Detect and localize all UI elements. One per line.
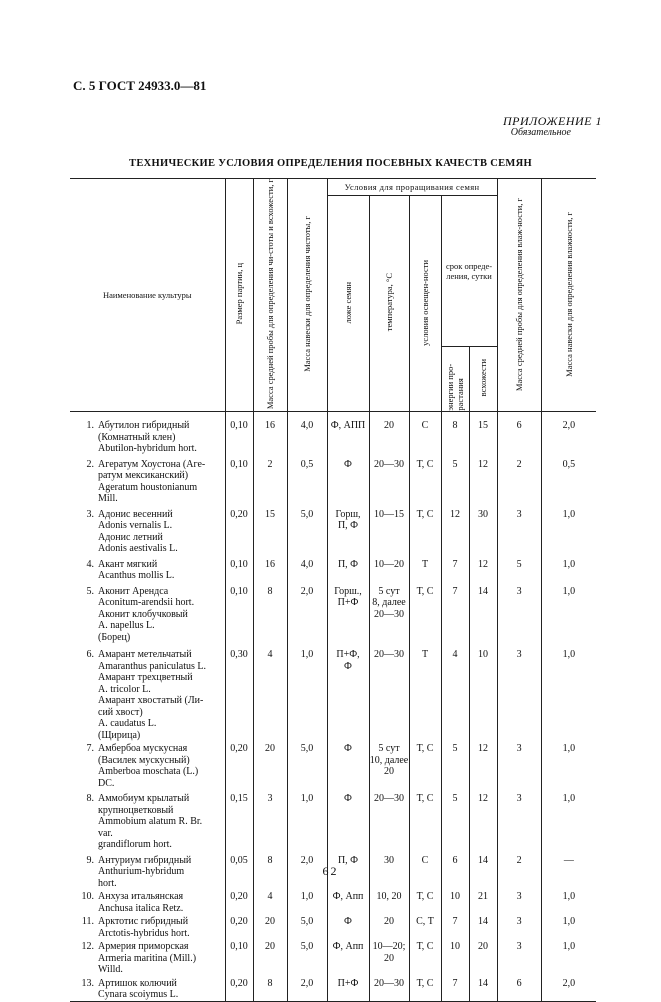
- cell-bed: Горш., П+Ф: [327, 582, 369, 644]
- cell-sample-purity: 5,0: [287, 939, 327, 976]
- cell-sample-moisture: —: [541, 851, 596, 890]
- cell-sample-purity: 2,0: [287, 976, 327, 1002]
- cell-avg-mass-moisture: 3: [497, 914, 541, 939]
- cell-energy: 10: [441, 889, 469, 914]
- col-header-energy: энергии про-растания: [441, 346, 469, 412]
- crop-name-lines: Аммобиум крылатый крупноцветковый Ammobium alatum R. Br. var. grandiflorum hort.: [98, 793, 203, 851]
- col-header-avg-mass: Масса средней пробы для определения чи-стоты и всхожести, г: [253, 179, 287, 412]
- cell-avg-mass-moisture: 3: [497, 741, 541, 789]
- cell-bed: П+Ф: [327, 976, 369, 1002]
- row-number: 5.: [86, 585, 94, 597]
- cell-sample-purity: 5,0: [287, 914, 327, 939]
- cell-temp: 20—30: [369, 789, 409, 851]
- cell-lot-size: 0,20: [225, 505, 253, 555]
- cell-germination: 14: [469, 976, 497, 1002]
- cell-avg-mass-moisture: 6: [497, 412, 541, 455]
- cell-sample-moisture: 1,0: [541, 505, 596, 555]
- cell-light: Т, С: [409, 889, 441, 914]
- cell-light: С: [409, 412, 441, 455]
- cell-lot-size: 0,15: [225, 789, 253, 851]
- cell-crop-name: [70, 939, 225, 976]
- cell-energy: 7: [441, 582, 469, 644]
- cell-sample-moisture: 1,0: [541, 789, 596, 851]
- cell-crop-name: [70, 643, 225, 741]
- cell-avg-mass-moisture: 3: [497, 505, 541, 555]
- cell-germination: 30: [469, 505, 497, 555]
- cell-bed: П, Ф: [327, 555, 369, 582]
- cell-germination: 14: [469, 582, 497, 644]
- cell-light: Т: [409, 643, 441, 741]
- cell-germination: 12: [469, 789, 497, 851]
- cell-avg-mass-moisture: 2: [497, 851, 541, 890]
- cell-sample-moisture: 1,0: [541, 914, 596, 939]
- cell-sample-purity: 5,0: [287, 741, 327, 789]
- cell-temp: 20—30: [369, 643, 409, 741]
- cell-temp: 20: [369, 914, 409, 939]
- col-header-bed: ложе семян: [327, 196, 369, 412]
- cell-temp: 10, 20: [369, 889, 409, 914]
- cell-avg-mass: 2: [253, 455, 287, 505]
- cell-temp: 10—20; 20: [369, 939, 409, 976]
- cell-bed: Ф, Апп: [327, 889, 369, 914]
- cell-lot-size: 0,10: [225, 582, 253, 644]
- cell-lot-size: 0,20: [225, 976, 253, 1002]
- cell-energy: 7: [441, 555, 469, 582]
- cell-germination: 14: [469, 851, 497, 890]
- cell-avg-mass: 4: [253, 643, 287, 741]
- table-row: [70, 412, 596, 455]
- crop-name-lines: Адонис весенний Adonis vernalis L. Адонис летний Adonis aestivalis L.: [98, 508, 178, 555]
- crop-name-lines: Агератум Хоустона (Аге- ратум мексиканский) Ageratum houstonianum Mill.: [98, 458, 206, 505]
- cell-temp: 30: [369, 851, 409, 890]
- table-row: [70, 455, 596, 505]
- row-number: 2.: [86, 458, 94, 470]
- cell-germination: 20: [469, 939, 497, 976]
- row-number: 3.: [86, 508, 94, 520]
- table-row: [70, 505, 596, 555]
- cell-avg-mass-moisture: 3: [497, 939, 541, 976]
- crop-name-lines: Анхуза итальянская Anchusa italica Retz.: [98, 891, 184, 914]
- cell-crop-name: [70, 741, 225, 789]
- cell-sample-moisture: 1,0: [541, 555, 596, 582]
- cell-sample-purity: 2,0: [287, 582, 327, 644]
- cell-avg-mass: 8: [253, 976, 287, 1002]
- cell-avg-mass: 8: [253, 851, 287, 890]
- cell-avg-mass: 3: [253, 789, 287, 851]
- cell-sample-purity: 4,0: [287, 555, 327, 582]
- cell-lot-size: 0,30: [225, 643, 253, 741]
- cell-energy: 7: [441, 914, 469, 939]
- table-row: [70, 643, 596, 741]
- cell-crop-name: [70, 976, 225, 1002]
- cell-temp: 10—20: [369, 555, 409, 582]
- col-header-lot-size: Размер партии, ц: [225, 179, 253, 412]
- cell-sample-moisture: 1,0: [541, 741, 596, 789]
- cell-light: Т, С: [409, 976, 441, 1002]
- cell-germination: 21: [469, 889, 497, 914]
- cell-lot-size: 0,10: [225, 412, 253, 455]
- cell-germination: 15: [469, 412, 497, 455]
- cell-crop-name: [70, 914, 225, 939]
- cell-light: С, Т: [409, 914, 441, 939]
- cell-lot-size: 0,20: [225, 889, 253, 914]
- cell-lot-size: 0,10: [225, 939, 253, 976]
- cell-avg-mass: 20: [253, 741, 287, 789]
- cell-avg-mass-moisture: 3: [497, 889, 541, 914]
- cell-germination: 14: [469, 914, 497, 939]
- crop-name-lines: Армерия приморская Armeria maritina (Mill.) Willd.: [98, 941, 197, 976]
- cell-energy: 5: [441, 789, 469, 851]
- cell-lot-size: 0,20: [225, 914, 253, 939]
- cell-crop-name: [70, 582, 225, 644]
- cell-avg-mass-moisture: 3: [497, 789, 541, 851]
- cell-lot-size: 0,05: [225, 851, 253, 890]
- cell-avg-mass: 16: [253, 555, 287, 582]
- cell-avg-mass-moisture: 6: [497, 976, 541, 1002]
- crop-name-lines: Амбербоа мускусная (Василек мускусный) Amberboa moschata (L.) DC.: [98, 743, 199, 789]
- cell-avg-mass: 16: [253, 412, 287, 455]
- row-number: 9.: [86, 854, 94, 866]
- cell-avg-mass-moisture: 2: [497, 455, 541, 505]
- crop-name-lines: Артишок колючий Cynara scoiymus L.: [98, 977, 179, 1001]
- cell-bed: П+Ф, Ф: [327, 643, 369, 741]
- cell-sample-moisture: 2,0: [541, 412, 596, 455]
- cell-germination: 12: [469, 741, 497, 789]
- crop-name-lines: Арктотис гибридный Arctotis-hybridus hort.: [98, 916, 190, 939]
- cell-lot-size: 0,10: [225, 455, 253, 505]
- cell-germination: 10: [469, 643, 497, 741]
- cell-temp: 5 сут 10, далее 20: [369, 741, 409, 789]
- cell-germination: 12: [469, 455, 497, 505]
- cell-bed: Ф: [327, 455, 369, 505]
- cell-lot-size: 0,20: [225, 741, 253, 789]
- table-row: [70, 741, 596, 789]
- cell-bed: П, Ф: [327, 851, 369, 890]
- col-header-name: Наименование культуры: [70, 179, 225, 412]
- cell-sample-moisture: 2,0: [541, 976, 596, 1002]
- col-header-avg-mass-moisture: Масса средней пробы для определения влаж-ности, г: [497, 179, 541, 412]
- cell-crop-name: [70, 455, 225, 505]
- table-row: [70, 555, 596, 582]
- cell-crop-name: [70, 789, 225, 851]
- cell-sample-purity: 2,0: [287, 851, 327, 890]
- cell-sample-moisture: 1,0: [541, 643, 596, 741]
- page-header: С. 5 ГОСТ 24933.0—81: [73, 78, 207, 93]
- cell-sample-purity: 1,0: [287, 889, 327, 914]
- cell-temp: 20—30: [369, 455, 409, 505]
- cell-sample-moisture: 1,0: [541, 889, 596, 914]
- crop-name-lines: Акант мягкий Acanthus mollis L.: [98, 558, 175, 582]
- cell-sample-moisture: 1,0: [541, 939, 596, 976]
- cell-sample-purity: 1,0: [287, 789, 327, 851]
- cell-light: Т, С: [409, 789, 441, 851]
- cell-avg-mass: 8: [253, 582, 287, 644]
- col-header-sample-moisture: Масса навески для определения влажности, г: [541, 179, 596, 412]
- cell-avg-mass: 4: [253, 889, 287, 914]
- table-row: [70, 582, 596, 644]
- cell-crop-name: [70, 889, 225, 914]
- table-row: [70, 914, 596, 939]
- cell-lot-size: 0,10: [225, 555, 253, 582]
- cell-germination: 12: [469, 555, 497, 582]
- cell-avg-mass: 15: [253, 505, 287, 555]
- row-number: 1.: [86, 420, 94, 432]
- table-row: [70, 789, 596, 851]
- cell-light: С: [409, 851, 441, 890]
- cell-bed: Ф: [327, 789, 369, 851]
- cell-energy: 10: [441, 939, 469, 976]
- cell-temp: 10—15: [369, 505, 409, 555]
- crop-name-lines: Антуриум гибридный Anthurium-hybridum hort.: [98, 854, 192, 889]
- cell-bed: Ф: [327, 914, 369, 939]
- cell-light: Т, С: [409, 505, 441, 555]
- cell-light: Т, С: [409, 741, 441, 789]
- cell-sample-purity: 4,0: [287, 412, 327, 455]
- table-row: [70, 889, 596, 914]
- col-header-term: срок опреде-ления, сутки: [441, 196, 497, 347]
- row-number: 8.: [86, 793, 94, 805]
- cell-energy: 6: [441, 851, 469, 890]
- table-row: [70, 976, 596, 1002]
- cell-light: Т, С: [409, 582, 441, 644]
- cell-crop-name: [70, 505, 225, 555]
- cell-sample-purity: 1,0: [287, 643, 327, 741]
- cell-energy: 7: [441, 976, 469, 1002]
- col-header-light: условия освещен-ности: [409, 196, 441, 412]
- appendix-title: ПРИЛОЖЕНИЕ 1: [503, 114, 602, 128]
- cell-temp: 20: [369, 412, 409, 455]
- cell-energy: 4: [441, 643, 469, 741]
- document-title: ТЕХНИЧЕСКИЕ УСЛОВИЯ ОПРЕДЕЛЕНИЯ ПОСЕВНЫХ КАЧЕСТВ СЕМЯН: [129, 158, 532, 169]
- row-number: 4.: [86, 558, 94, 570]
- row-number: 10.: [81, 891, 94, 903]
- page-number: 62: [322, 864, 339, 878]
- crop-name-lines: Абутилон гибридный (Комнатный клен) Abutilon-hybridum hort.: [98, 420, 197, 455]
- row-number: 12.: [81, 941, 94, 953]
- row-number: 13.: [81, 977, 94, 989]
- row-number: 6.: [86, 649, 94, 661]
- cell-energy: 5: [441, 455, 469, 505]
- cell-crop-name: [70, 555, 225, 582]
- cell-light: Т: [409, 555, 441, 582]
- cell-avg-mass-moisture: 3: [497, 582, 541, 644]
- cell-energy: 8: [441, 412, 469, 455]
- cell-energy: 5: [441, 741, 469, 789]
- appendix-subtitle: Обязательное: [510, 127, 571, 138]
- col-header-germination: всхожести: [469, 346, 497, 412]
- crop-name-lines: Аконит Арендса Aconitum-arendsii hort. Аконит клобучковый A. napellus L. (Борец): [98, 585, 195, 643]
- cell-light: Т, С: [409, 455, 441, 505]
- cell-avg-mass-moisture: 5: [497, 555, 541, 582]
- cell-avg-mass-moisture: 3: [497, 643, 541, 741]
- cell-avg-mass: 20: [253, 939, 287, 976]
- cell-sample-moisture: 0,5: [541, 455, 596, 505]
- cell-sample-moisture: 1,0: [541, 582, 596, 644]
- cell-crop-name: [70, 412, 225, 455]
- crop-name-lines: Амарант метельчатый Amaranthus paniculatus L. Амарант трехцветный A. tricolor L. Амарант хвостатый (Ли- сий хвост) A. caudatus L. (Щирица): [98, 649, 207, 741]
- cell-avg-mass: 20: [253, 914, 287, 939]
- cell-sample-purity: 5,0: [287, 505, 327, 555]
- row-number: 11.: [81, 916, 94, 928]
- cell-energy: 12: [441, 505, 469, 555]
- col-header-conditions: Условия для проращивания семян: [327, 179, 497, 196]
- cell-temp: 5 сут 8, далее 20—30: [369, 582, 409, 644]
- cell-bed: Горш, П, Ф: [327, 505, 369, 555]
- row-number: 7.: [86, 743, 94, 755]
- cell-sample-purity: 0,5: [287, 455, 327, 505]
- cell-light: Т, С: [409, 939, 441, 976]
- col-header-sample-purity: Масса навески для определения чистоты, г: [287, 179, 327, 412]
- cell-bed: Ф, Апп: [327, 939, 369, 976]
- table-row: [70, 939, 596, 976]
- col-header-temp: температура, °С: [369, 196, 409, 412]
- cell-temp: 20—30: [369, 976, 409, 1002]
- cell-bed: Ф: [327, 741, 369, 789]
- cell-bed: Ф, АПП: [327, 412, 369, 455]
